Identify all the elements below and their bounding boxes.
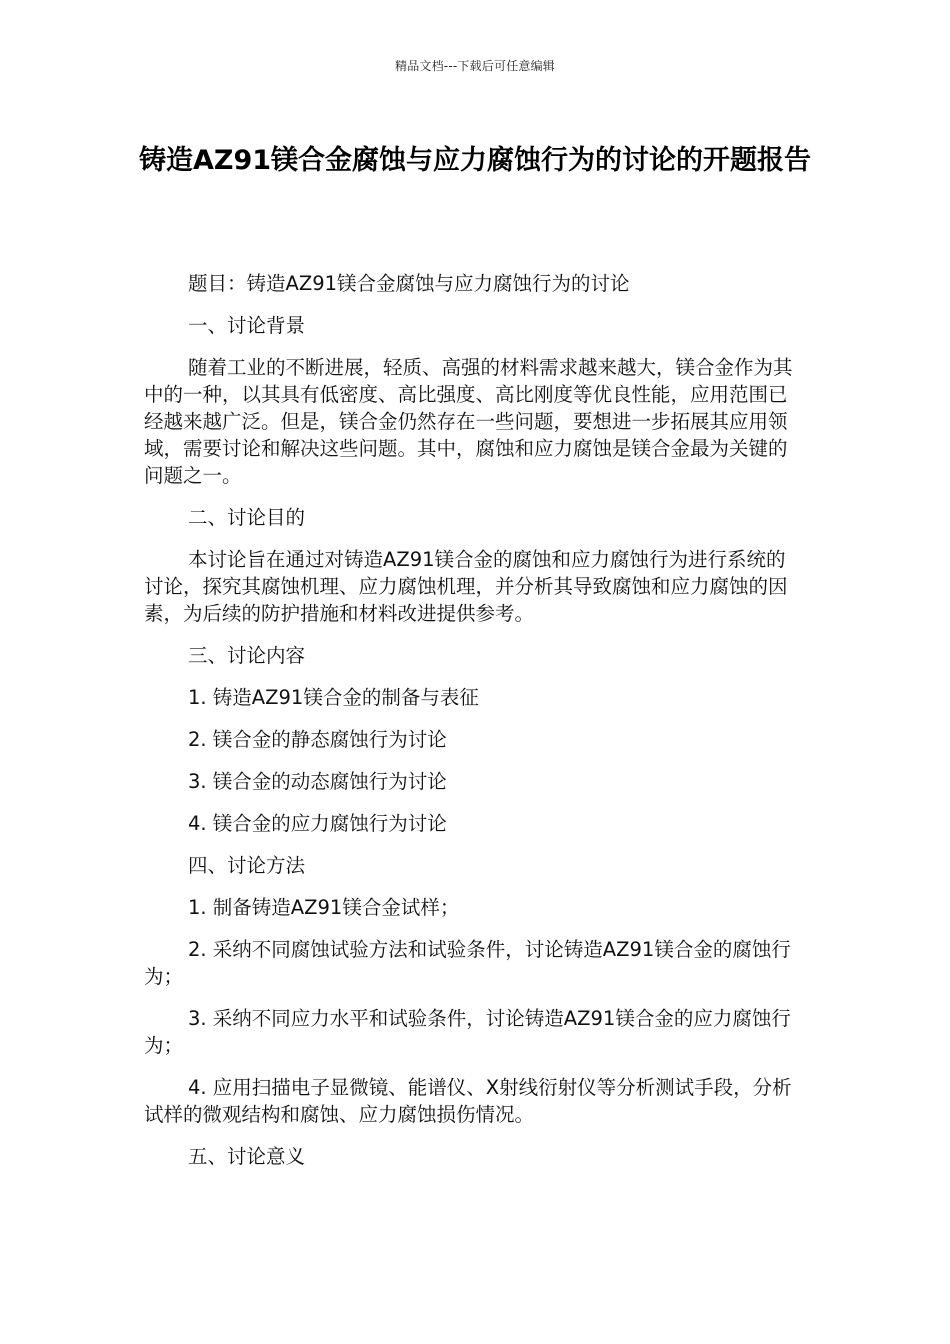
- method-item-1: 1. 制备铸造AZ91镁合金试样；: [188, 896, 460, 919]
- section-heading-purpose: 二、讨论目的: [188, 506, 306, 529]
- topic-paragraph: 题目：铸造AZ91镁合金腐蚀与应力腐蚀行为的讨论: [188, 272, 630, 295]
- method-item-3: 3. 采纳不同应力水平和试验条件，讨论铸造AZ91镁合金的应力腐蚀行为；: [144, 1007, 791, 1057]
- section-heading-method: 四、讨论方法: [188, 854, 306, 877]
- section-heading-background: 一、讨论背景: [188, 314, 306, 337]
- section-heading-significance: 五、讨论意义: [188, 1145, 306, 1168]
- section-heading-content: 三、讨论内容: [188, 644, 306, 667]
- method-item-4: 4. 应用扫描电子显微镜、能谱仪、X射线衍射仪等分析测试手段，分析试样的微观结构和腐蚀、应力腐蚀损伤情况。: [144, 1076, 792, 1126]
- content-item-1: 1. 铸造AZ91镁合金的制备与表征: [188, 686, 479, 709]
- content-item-3: 3. 镁合金的动态腐蚀行为讨论: [188, 770, 447, 793]
- header-note: 精品文档---下载后可任意编辑: [395, 59, 555, 73]
- content-item-4: 4. 镁合金的应力腐蚀行为讨论: [188, 812, 447, 835]
- purpose-paragraph: 本讨论旨在通过对铸造AZ91镁合金的腐蚀和应力腐蚀行为进行系统的讨论，探究其腐蚀机理、应力腐蚀机理，并分析其导致腐蚀和应力腐蚀的因素，为后续的防护措施和材料改进提供参考。: [144, 548, 788, 625]
- document-title: 铸造AZ91镁合金腐蚀与应力腐蚀行为的讨论的开题报告: [138, 145, 812, 176]
- content-item-2: 2. 镁合金的静态腐蚀行为讨论: [188, 728, 447, 751]
- background-paragraph: 随着工业的不断进展，轻质、高强的材料需求越来越大，镁合金作为其中的一种，以其具有低密度、高比强度、高比刚度等优良性能，应用范围已经越来越广泛。但是，镁合金仍然存在一些问题，要想进一步拓展其应用领域，需要讨论和解决这些问题。其中，腐蚀和应力腐蚀是镁合金最为关键的问题之一。: [144, 356, 793, 487]
- method-item-2: 2. 采纳不同腐蚀试验方法和试验条件，讨论铸造AZ91镁合金的腐蚀行为；: [144, 938, 791, 988]
- document-body: [144, 270, 804, 1170]
